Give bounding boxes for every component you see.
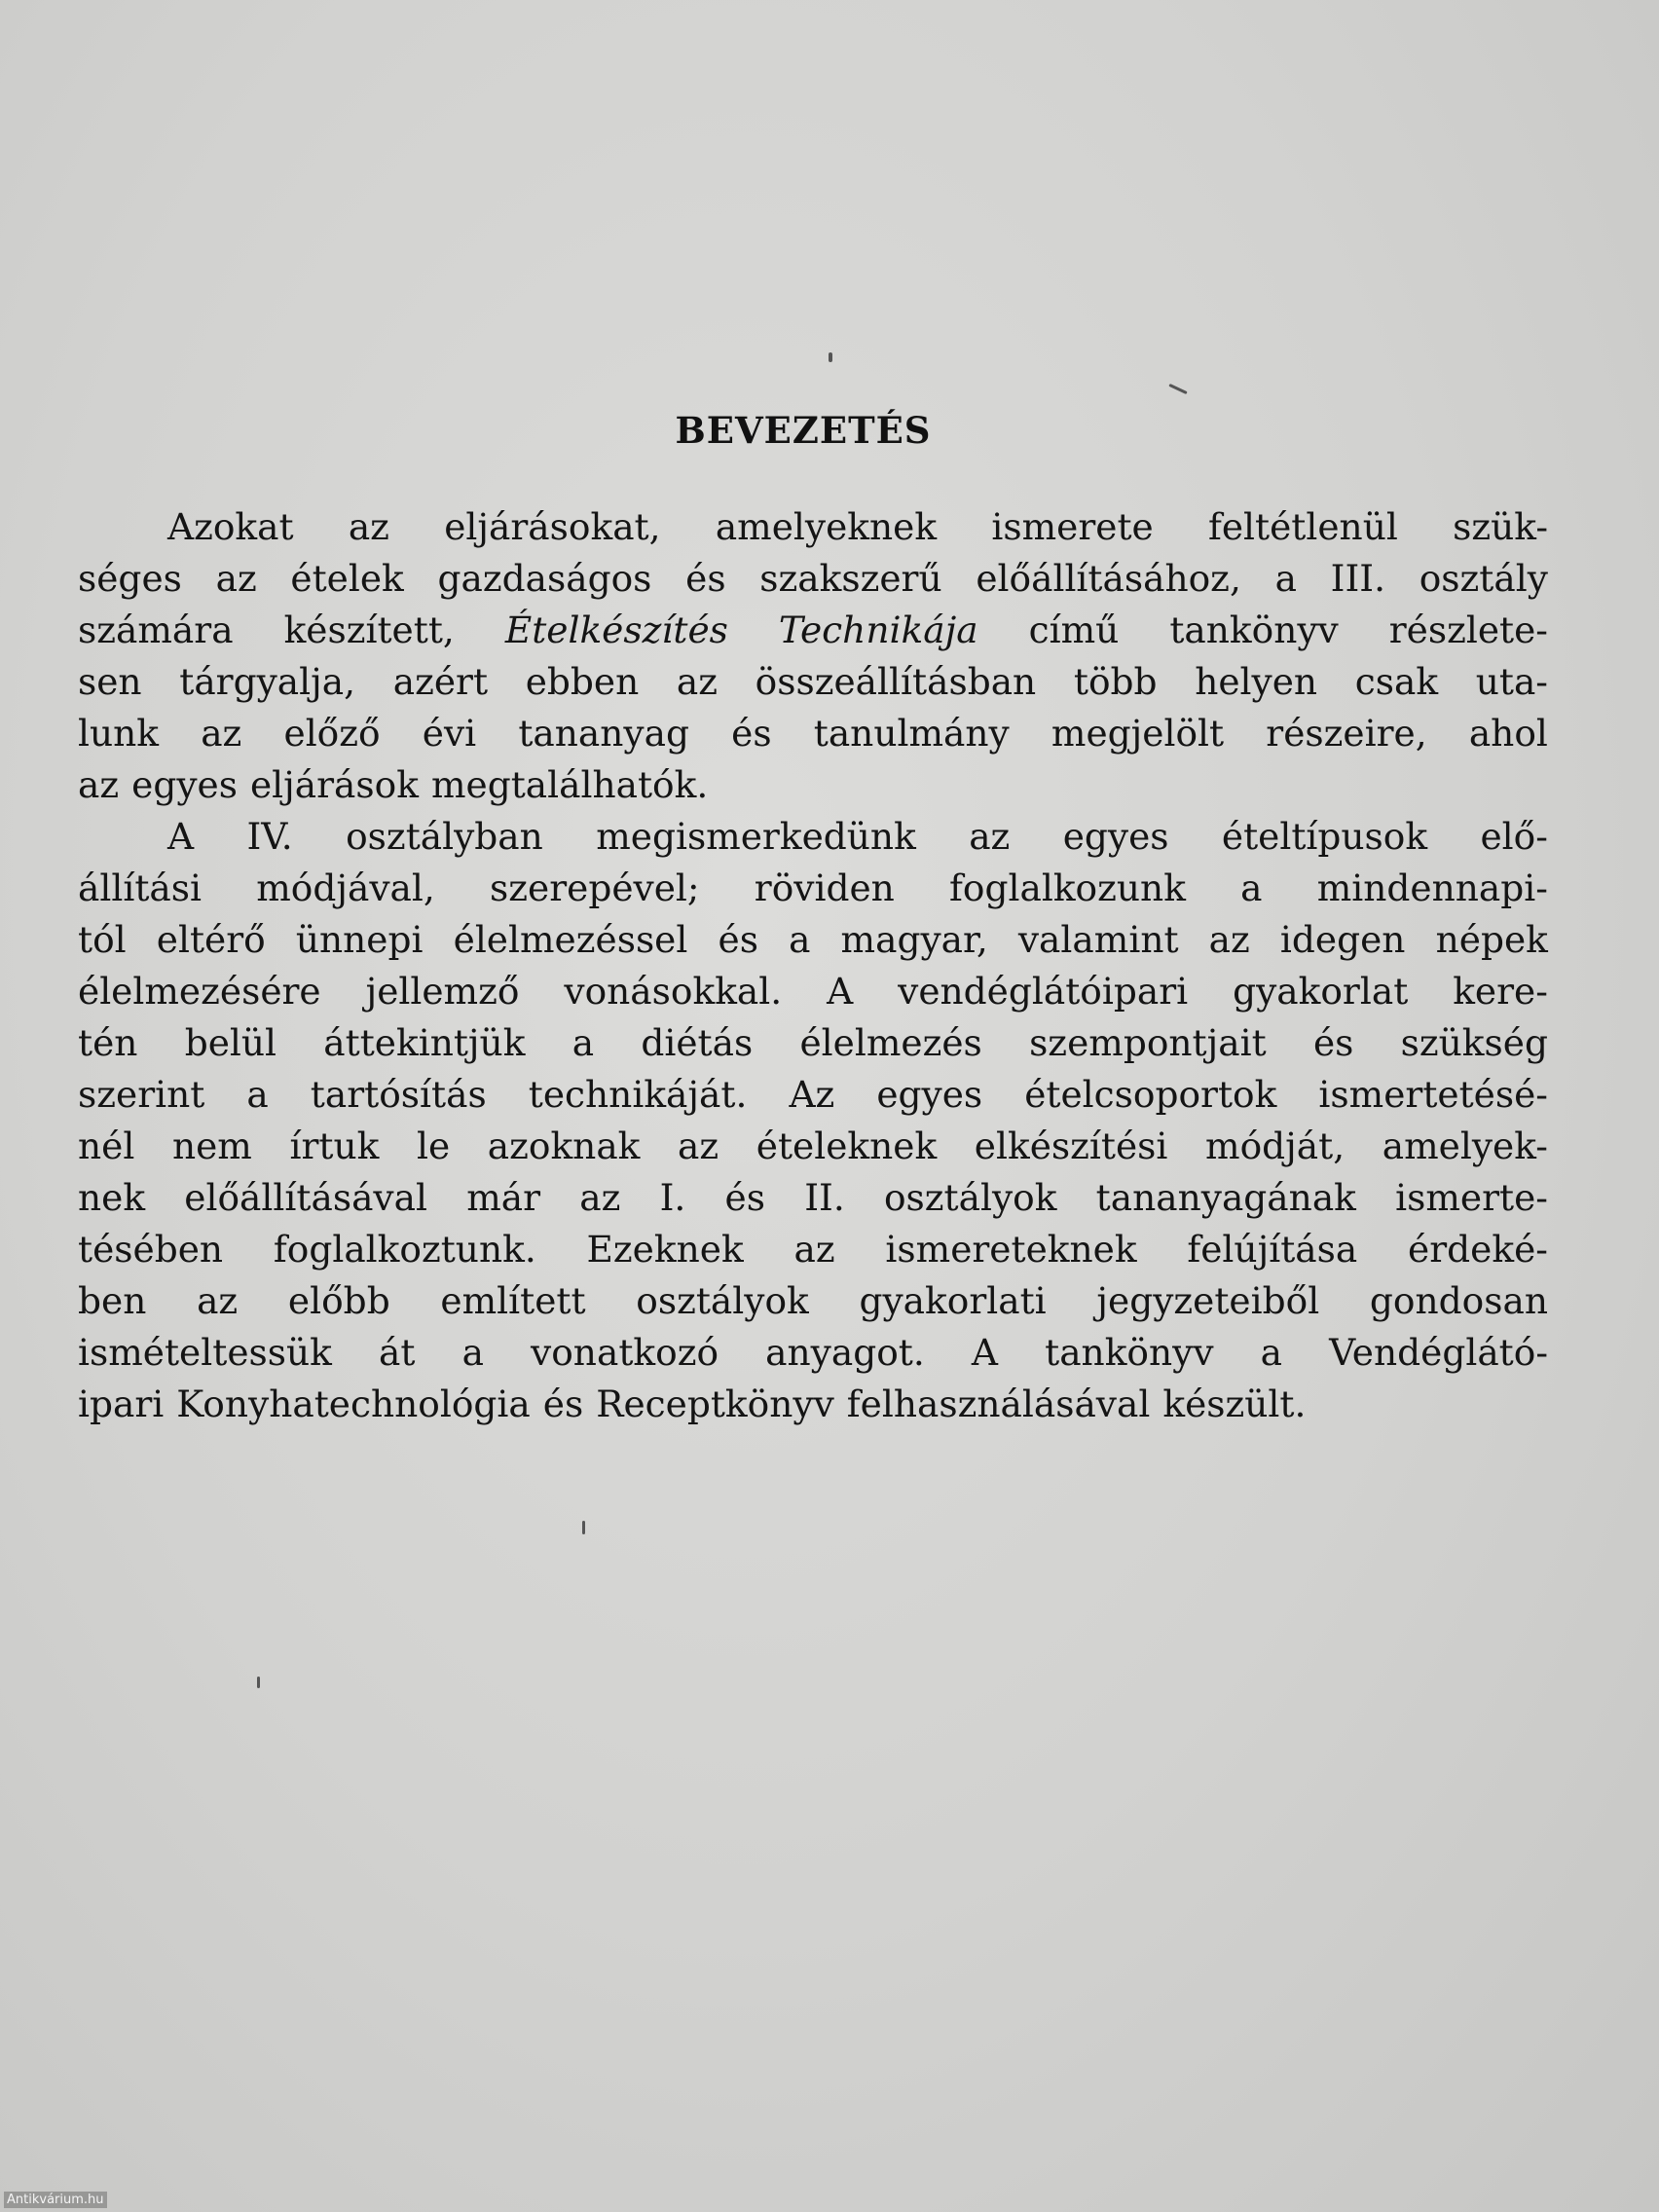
word: A — [827, 970, 854, 1013]
word: megismerkedünk — [596, 815, 916, 858]
word: röviden — [754, 866, 895, 909]
word: lunk — [78, 712, 160, 755]
text-line — [78, 811, 1548, 863]
word: át — [379, 1331, 416, 1374]
word: ételek — [290, 557, 404, 600]
word: anyagot. — [765, 1331, 925, 1374]
word: osztályban — [346, 815, 543, 858]
word: nél — [78, 1124, 135, 1167]
word: III. — [1330, 557, 1386, 600]
word: foglalkozunk — [949, 866, 1186, 909]
text-line — [78, 1172, 1548, 1224]
word: részlete- — [1388, 608, 1548, 651]
word: eljárásokat, — [444, 505, 661, 548]
word: ismételtessük — [78, 1331, 332, 1374]
word: népek — [1435, 918, 1548, 961]
word: részeire, — [1266, 712, 1427, 755]
word: csak — [1354, 660, 1439, 703]
word: egyes — [131, 763, 238, 806]
word: azért — [392, 660, 489, 703]
word: le — [416, 1124, 451, 1167]
word: felújítása — [1187, 1228, 1358, 1271]
word: tárgyalja, — [179, 660, 356, 703]
word: szempontjait — [1029, 1021, 1267, 1064]
word: tankönyv — [1169, 608, 1339, 651]
word: előbb — [287, 1279, 390, 1322]
page-title: BEVEZETÉS — [675, 409, 932, 452]
word: tésében — [78, 1228, 224, 1271]
word: mindennapi- — [1316, 866, 1548, 909]
word: a — [1260, 1331, 1283, 1374]
word: a — [246, 1073, 269, 1116]
word: Receptkönyv — [596, 1382, 834, 1425]
word: és — [724, 1176, 765, 1219]
dust-speck — [582, 1521, 585, 1534]
word: II. — [804, 1176, 845, 1219]
word: című — [1028, 608, 1120, 651]
word: gondosan — [1369, 1279, 1548, 1322]
word: említett — [440, 1279, 586, 1322]
word: tartósítás — [310, 1073, 487, 1116]
word: Konyhatechnológia — [176, 1382, 531, 1425]
text-line — [78, 1017, 1548, 1069]
text-line — [78, 708, 1548, 759]
word: az — [201, 712, 242, 755]
text-line — [78, 1275, 1548, 1327]
word: jellemző — [365, 970, 520, 1013]
word: ismerte- — [1395, 1176, 1548, 1219]
word: az — [215, 557, 257, 600]
word: ben — [78, 1279, 147, 1322]
word: élelmezésére — [78, 970, 321, 1013]
word: helyen — [1195, 660, 1318, 703]
word: élelmezés — [799, 1021, 982, 1064]
word: tén — [78, 1021, 138, 1064]
word: megjelölt — [1051, 712, 1225, 755]
word: tól — [78, 918, 127, 961]
word: több — [1073, 660, 1158, 703]
word: vendéglátóipari — [898, 970, 1189, 1013]
word: ünnepi — [295, 918, 424, 961]
word: ismertetésé- — [1318, 1073, 1548, 1116]
word: technikáját. — [528, 1073, 748, 1116]
word: gyakorlat — [1233, 970, 1409, 1013]
word: séges — [78, 557, 182, 600]
word: szükség — [1400, 1021, 1548, 1064]
word: a — [1274, 557, 1297, 600]
word: tankönyv — [1045, 1331, 1214, 1374]
word: ipari — [78, 1382, 165, 1425]
word: készített, — [283, 608, 455, 651]
word: A — [167, 815, 195, 858]
word: sen — [78, 660, 142, 703]
word: magyar, — [840, 918, 988, 961]
text-line — [78, 605, 1548, 656]
word: szerint — [78, 1073, 205, 1116]
word: Ezeknek — [586, 1228, 744, 1271]
word: vonatkozó — [531, 1331, 719, 1374]
word: ételeknek — [756, 1124, 938, 1167]
word: szük- — [1453, 505, 1548, 548]
text-line — [78, 1069, 1548, 1121]
text-line — [78, 1327, 1548, 1379]
dust-speck — [1168, 384, 1187, 394]
word: Azokat — [167, 505, 294, 548]
word: diétás — [641, 1021, 754, 1064]
word: előállításához, — [976, 557, 1241, 600]
word: összeállításban — [755, 660, 1037, 703]
word: előállításával — [184, 1176, 427, 1219]
word: osztály — [1419, 557, 1548, 600]
word: kere- — [1453, 970, 1548, 1013]
word: és — [542, 1382, 584, 1425]
word: Technikája — [778, 608, 978, 651]
word: jegyzeteiből — [1096, 1279, 1320, 1322]
word: ahol — [1468, 712, 1548, 755]
word: módjával, — [256, 866, 435, 909]
word: Vendéglátó- — [1329, 1331, 1548, 1374]
word: az — [1208, 918, 1250, 961]
word: egyes — [1062, 815, 1169, 858]
word: amelyek- — [1382, 1124, 1548, 1167]
word: ismereteknek — [885, 1228, 1137, 1271]
text-line — [78, 553, 1548, 605]
word: ételcsoportok — [1024, 1073, 1277, 1116]
paragraph — [78, 811, 1548, 1430]
word: gyakorlati — [859, 1279, 1047, 1322]
word: eltérő — [156, 918, 266, 961]
word: áttekintjük — [323, 1021, 526, 1064]
word: eljárások — [249, 763, 419, 806]
text-line — [78, 759, 1548, 811]
word: azoknak — [487, 1124, 641, 1167]
word: szakszerű — [759, 557, 942, 600]
word: állítási — [78, 866, 203, 909]
dust-speck — [829, 352, 832, 362]
word: előző — [283, 712, 381, 755]
word: ételtípusok — [1221, 815, 1428, 858]
word: a — [789, 918, 811, 961]
word: ismerete — [991, 505, 1154, 548]
word: a — [1240, 866, 1263, 909]
word: elkészítési — [974, 1124, 1168, 1167]
word: Ételkészítés — [504, 608, 728, 651]
word: érdeké- — [1408, 1228, 1548, 1271]
word: uta- — [1475, 660, 1548, 703]
word: a — [461, 1331, 484, 1374]
word: az — [676, 660, 719, 703]
text-line — [78, 914, 1548, 966]
text-line — [78, 1121, 1548, 1172]
word: készült. — [1162, 1382, 1307, 1425]
word: Az — [789, 1073, 835, 1116]
word: A — [971, 1331, 998, 1374]
text-line — [78, 966, 1548, 1017]
word: már — [466, 1176, 541, 1219]
word: évi — [422, 712, 477, 755]
body-text — [78, 501, 1548, 1430]
word: nek — [78, 1176, 146, 1219]
word: feltétlenül — [1207, 505, 1398, 548]
word: és — [731, 712, 772, 755]
word: az — [793, 1228, 835, 1271]
word: az — [579, 1176, 621, 1219]
text-line — [78, 863, 1548, 914]
watermark: Antikvárium.hu — [4, 2192, 107, 2208]
word: IV. — [246, 815, 293, 858]
word: az — [969, 815, 1011, 858]
dust-speck — [257, 1677, 260, 1688]
text-line — [78, 501, 1548, 553]
word: tananyag — [518, 712, 689, 755]
word: tananyagának — [1095, 1176, 1356, 1219]
word: az — [197, 1279, 239, 1322]
word: gazdaságos — [437, 557, 652, 600]
word: I. — [659, 1176, 686, 1219]
word: írtuk — [289, 1124, 380, 1167]
word: nem — [171, 1124, 252, 1167]
word: vonásokkal. — [564, 970, 783, 1013]
word: felhasználásával — [846, 1382, 1151, 1425]
word: foglalkoztunk. — [273, 1228, 536, 1271]
text-line — [78, 656, 1548, 708]
word: ebben — [525, 660, 640, 703]
text-line — [78, 1379, 1548, 1430]
word: és — [718, 918, 758, 961]
word: tanulmány — [813, 712, 1010, 755]
paragraph — [78, 501, 1548, 811]
word: valamint — [1017, 918, 1179, 961]
text-line — [78, 1224, 1548, 1275]
word: és — [685, 557, 726, 600]
word: belül — [184, 1021, 277, 1064]
word: az — [78, 763, 120, 806]
word: egyes — [876, 1073, 983, 1116]
word: számára — [78, 608, 234, 651]
word: és — [1312, 1021, 1354, 1064]
word: idegen — [1279, 918, 1406, 961]
word: megtalálhatók. — [430, 763, 709, 806]
word: a — [571, 1021, 595, 1064]
word: szerepével; — [490, 866, 700, 909]
word: osztályok — [636, 1279, 809, 1322]
word: élelmezéssel — [453, 918, 688, 961]
word: az — [348, 505, 389, 548]
word: elő- — [1480, 815, 1548, 858]
word: módját, — [1205, 1124, 1346, 1167]
word: osztályok — [883, 1176, 1057, 1219]
word: az — [678, 1124, 719, 1167]
word: amelyeknek — [715, 505, 938, 548]
